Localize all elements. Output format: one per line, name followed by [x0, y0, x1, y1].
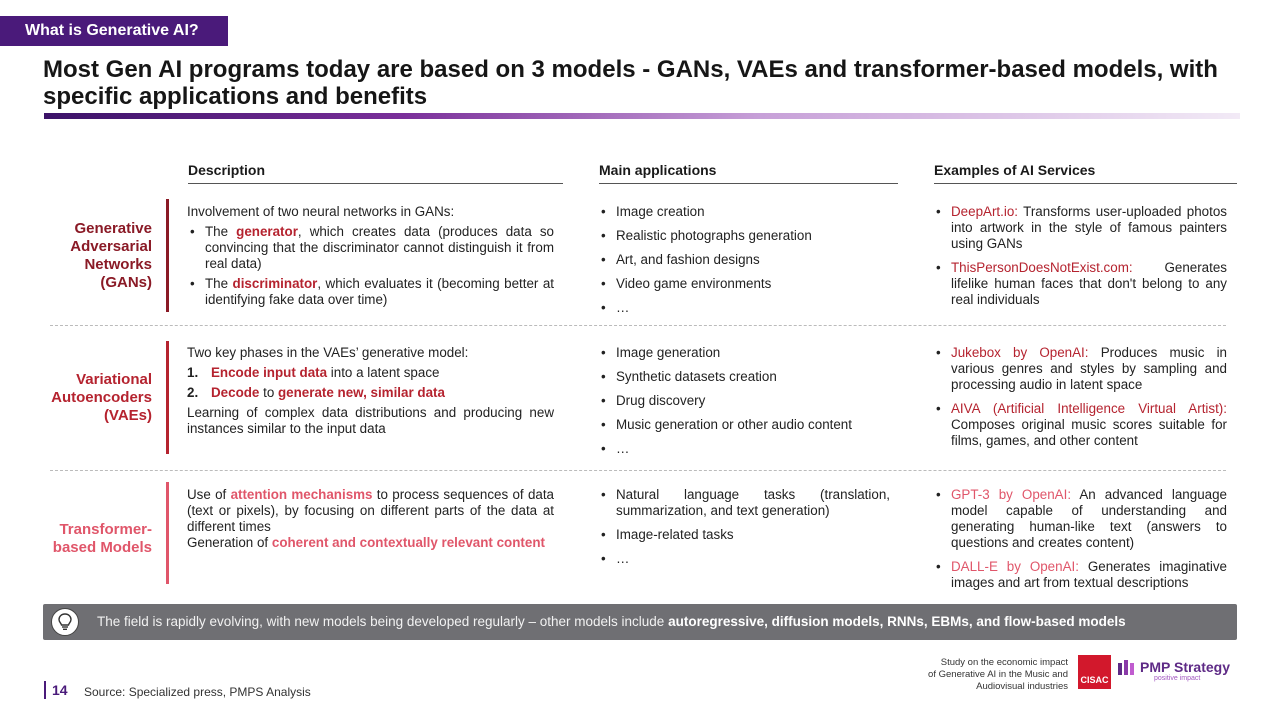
vaes-examples: • Jukebox by OpenAI: Produces music in various genres and styles by sampling and processing audio in latent space • AIVA (Artificial Intelligence Virtual Artist): Composes original music scores suitable for films, games, and other content — [933, 345, 1227, 453]
list-item: • Image creation — [598, 204, 890, 220]
pmp-logo-mark-icon — [1118, 660, 1138, 678]
row-title-vaes: Variational Autoencoders (VAEs) — [51, 371, 152, 424]
list-item: • Art, and fashion designs — [598, 252, 890, 268]
transformers-examples: • GPT-3 by OpenAI: An advanced language model capable of understanding and generating human-like text (answers to questions and creates content) • DALL-E by OpenAI: Generates imaginative images and art from textual descriptions — [933, 487, 1227, 595]
transformers-description: Use of attention mechanisms to process sequences of data (text or pixels), by focusing on different parts of the data at different times Generation of coherent and contextually relevant content — [187, 487, 555, 550]
transformers-applications — [598, 487, 890, 575]
note-text: The field is rapidly evolving, with new models being developed regularly – other models include autoregressive, diffusion models, RNNs, EBMs, and flow-based models — [97, 614, 1126, 629]
column-header-description: Description — [188, 162, 563, 184]
row-accent-bar-vaes — [166, 341, 169, 454]
pmp-strategy-logo: PMP Strategy positive impact — [1118, 660, 1138, 683]
study-caption: Study on the economic impact of Generative AI in the Music and Audiovisual industries — [928, 657, 1068, 692]
note-banner — [43, 604, 1237, 640]
row-title-gans: Generative Adversarial Networks (GANs) — [70, 220, 152, 291]
cisac-logo: CISAC — [1078, 655, 1111, 689]
title-underline — [44, 113, 1240, 119]
list-item: • Realistic photographs generation — [598, 228, 890, 244]
page-title: Most Gen AI programs today are based on 3 models - GANs, VAEs and transformer-based models, with specific applications and benefits — [43, 56, 1218, 110]
lightbulb-icon — [51, 608, 79, 636]
list-item: • … — [598, 551, 890, 567]
column-header-applications: Main applications — [599, 162, 898, 184]
column-header-examples: Examples of AI Services — [934, 162, 1237, 184]
list-item: • Natural language tasks (translation, summarization, and text generation) — [598, 487, 890, 519]
row-divider — [50, 325, 1226, 326]
section-tag: What is Generative AI? — [0, 16, 228, 46]
row-accent-bar-transformers — [166, 482, 169, 584]
gans-description: Involvement of two neural networks in GANs: • The generator, which creates data (produces data so convincing that the discriminator cannot distinguish it from real data) • The discriminator, which evaluates it (becoming better at identifying fake data over time) — [187, 204, 554, 312]
row-title-transformers: Transformer- based Models — [52, 521, 152, 556]
gans-examples: • DeepArt.io: Transforms user-uploaded photos into artwork in the style of famous painters using GANs • ThisPersonDoesNotExist.com: Generates lifelike human faces that don't belong to any real individuals — [933, 204, 1227, 312]
vaes-description: Two key phases in the VAEs’ generative model: 1. Encode input data into a latent space 2. Decode to generate new, similar data Learning of complex data distributions and producing new instances similar to the input data — [187, 345, 554, 436]
row-divider — [50, 470, 1226, 471]
row-accent-bar-gans — [166, 199, 169, 312]
list-item: • … — [598, 300, 890, 316]
list-item: • Drug discovery — [598, 393, 890, 409]
source-note: Source: Specialized press, PMPS Analysis — [84, 685, 311, 699]
list-item: • Synthetic datasets creation — [598, 369, 890, 385]
page-number: 14 — [44, 681, 68, 699]
list-item: • … — [598, 441, 890, 457]
vaes-applications — [598, 345, 890, 465]
list-item: • Image generation — [598, 345, 890, 361]
list-item: • Music generation or other audio content — [598, 417, 890, 433]
list-item: • Image-related tasks — [598, 527, 890, 543]
gans-applications — [598, 204, 890, 324]
list-item: • Video game environments — [598, 276, 890, 292]
